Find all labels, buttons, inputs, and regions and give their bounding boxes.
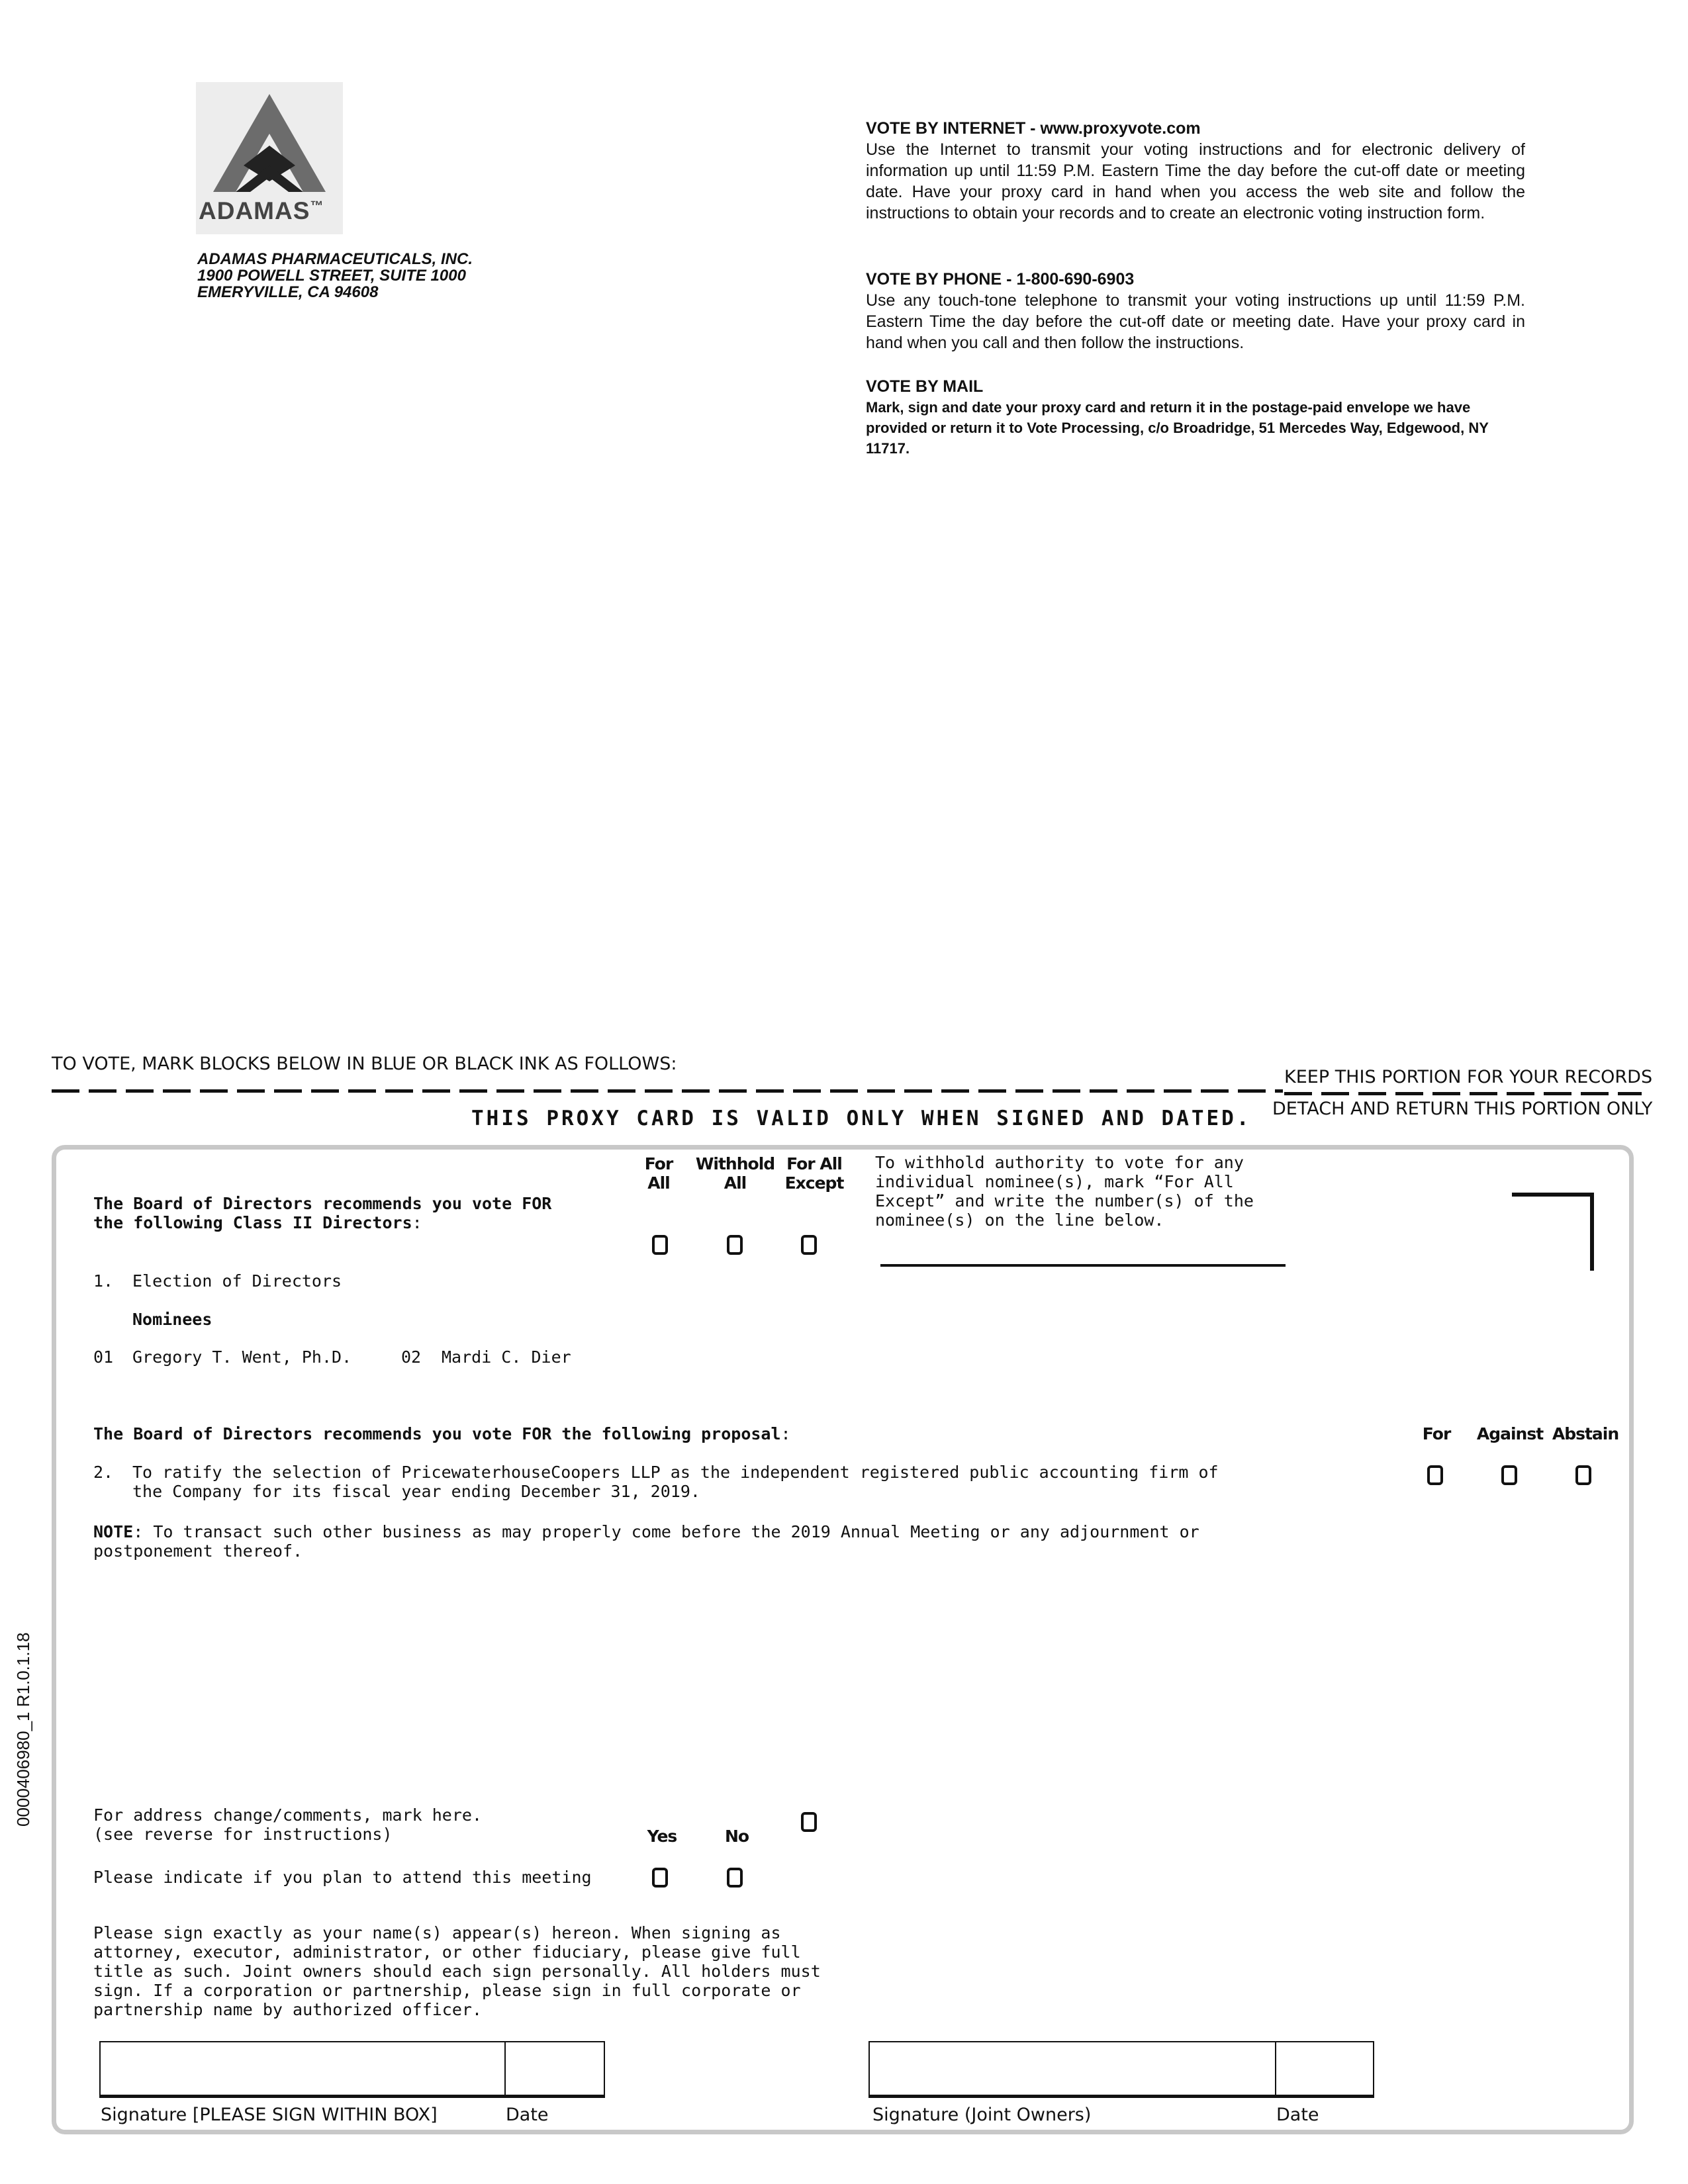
col-against: Against	[1476, 1424, 1544, 1443]
nominees-label: Nominees	[132, 1310, 212, 1329]
joint-signature-box[interactable]	[868, 2041, 1374, 2098]
proposal-recommendation: The Board of Directors recommends you vote FOR the following proposal:	[93, 1424, 791, 1443]
proposal-for-checkbox[interactable]	[1427, 1465, 1443, 1485]
address-change-label: For address change/comments, mark here. (see reverse for instructions)	[93, 1805, 482, 1844]
signature-label: Signature [PLEASE SIGN WITHIN BOX]	[101, 2105, 438, 2125]
col-yes: Yes	[647, 1827, 677, 1846]
company-address-line2: 1900 POWELL STREET, SUITE 1000	[197, 267, 466, 285]
nominee-number-line[interactable]	[880, 1264, 1286, 1267]
proposal-against-checkbox[interactable]	[1501, 1465, 1517, 1485]
vote-mail-heading: VOTE BY MAIL	[866, 377, 984, 396]
col-for-all: For All	[644, 1154, 673, 1193]
for-all-except-checkbox[interactable]	[801, 1235, 817, 1255]
logo-wordmark: ADAMAS™	[199, 197, 324, 224]
attend-yes-checkbox[interactable]	[652, 1868, 668, 1888]
corner-mark	[1512, 1193, 1594, 1197]
nominee-2-name: Mardi C. Dier	[442, 1347, 571, 1367]
document-code: 0000406980_1 R1.0.1.18	[13, 1632, 33, 1827]
signature-box[interactable]	[99, 2041, 605, 2098]
date-label: Date	[506, 2105, 549, 2125]
item-1-text: Election of Directors	[132, 1271, 342, 1291]
joint-signature-label: Signature (Joint Owners)	[872, 2105, 1092, 2125]
valid-notice: THIS PROXY CARD IS VALID ONLY WHEN SIGNED AND DATED.	[471, 1107, 1252, 1130]
attend-meeting-label: Please indicate if you plan to attend this meeting	[93, 1868, 592, 1887]
vote-phone-heading: VOTE BY PHONE - 1-800-690-6903	[866, 270, 1135, 289]
vote-internet-heading: VOTE BY INTERNET - www.proxyvote.com	[866, 119, 1201, 138]
for-all-checkbox[interactable]	[652, 1235, 668, 1255]
withhold-instructions: To withhold authority to vote for any individual nominee(s), mark “For All Except” and write the number(s) of the nominee(s) on the line below.	[875, 1153, 1254, 1230]
joint-signature-date-divider	[1275, 2041, 1276, 2098]
vote-internet-text: Use the Internet to transmit your voting instructions and for electronic delivery of information up until 11:59 P.M. Eastern Time the day before the cut-off date or meeting date. Have your proxy card in hand when you access the web site and follow the instructions to obtain your records and to create an electronic voting instruction form.	[866, 140, 1525, 222]
item-1-number: 1.	[93, 1271, 114, 1291]
withhold-all-checkbox[interactable]	[727, 1235, 743, 1255]
vote-phone-text: Use any touch-tone telephone to transmit your voting instructions up until 11:59 P.M. Eastern Time the day before the cut-off date or meeting date. Have your proxy card in hand when you call and then follow the instructions.	[866, 291, 1525, 352]
item-2-number: 2.	[93, 1463, 114, 1482]
detach-return-label: DETACH AND RETURN THIS PORTION ONLY	[1272, 1099, 1653, 1119]
joint-date-label: Date	[1276, 2105, 1319, 2125]
directors-recommendation: The Board of Directors recommends you vote FOR the following Class II Directors:	[93, 1194, 552, 1232]
col-withhold-all: Withhold All	[695, 1154, 775, 1193]
proposal-abstain-checkbox[interactable]	[1575, 1465, 1591, 1485]
col-for-all-except: For All Except	[784, 1154, 844, 1193]
keep-portion-label: KEEP THIS PORTION FOR YOUR RECORDS	[1284, 1067, 1653, 1087]
corner-mark-vertical	[1590, 1193, 1594, 1271]
nominee-1-number: 01	[93, 1347, 114, 1367]
col-for: For	[1422, 1424, 1451, 1443]
attend-no-checkbox[interactable]	[727, 1868, 743, 1888]
detach-line-right	[1284, 1092, 1642, 1095]
address-change-checkbox[interactable]	[801, 1812, 817, 1832]
detach-line	[52, 1089, 1283, 1093]
vote-mail-text: Mark, sign and date your proxy card and return it in the postage-paid envelope we have provided or return it to Vote Processing, c/o Broadridge, 51 Mercedes Way, Edgewood, NY 11717.	[866, 399, 1489, 457]
signing-instructions: Please sign exactly as your name(s) appear(s) hereon. When signing as attorney, executor, administrator, or other fiduciary, please give full title as such. Joint owners should each sign personally. All holders must sign. If a corporation or partnership, please sign in full corporate or partnership name by authorized officer.	[93, 1923, 821, 2019]
company-address-line3: EMERYVILLE, CA 94608	[197, 283, 379, 301]
note-text: NOTE: To transact such other business as may properly come before the 2019 Annual Meeting or any adjournment or postponement thereof.	[93, 1522, 1199, 1561]
nominee-1-name: Gregory T. Went, Ph.D.	[132, 1347, 352, 1367]
nominee-2-number: 02	[401, 1347, 422, 1367]
signature-date-divider	[504, 2041, 506, 2098]
company-address-line1: ADAMAS PHARMACEUTICALS, INC.	[197, 250, 473, 268]
item-2-text: To ratify the selection of PricewaterhouseCoopers LLP as the independent registered public accounting firm of the Company for its fiscal year ending December 31, 2019.	[132, 1463, 1219, 1501]
to-vote-instruction: TO VOTE, MARK BLOCKS BELOW IN BLUE OR BLACK INK AS FOLLOWS:	[52, 1054, 677, 1074]
col-no: No	[724, 1827, 749, 1846]
adamas-logo-icon	[196, 82, 343, 195]
col-abstain: Abstain	[1552, 1424, 1619, 1443]
